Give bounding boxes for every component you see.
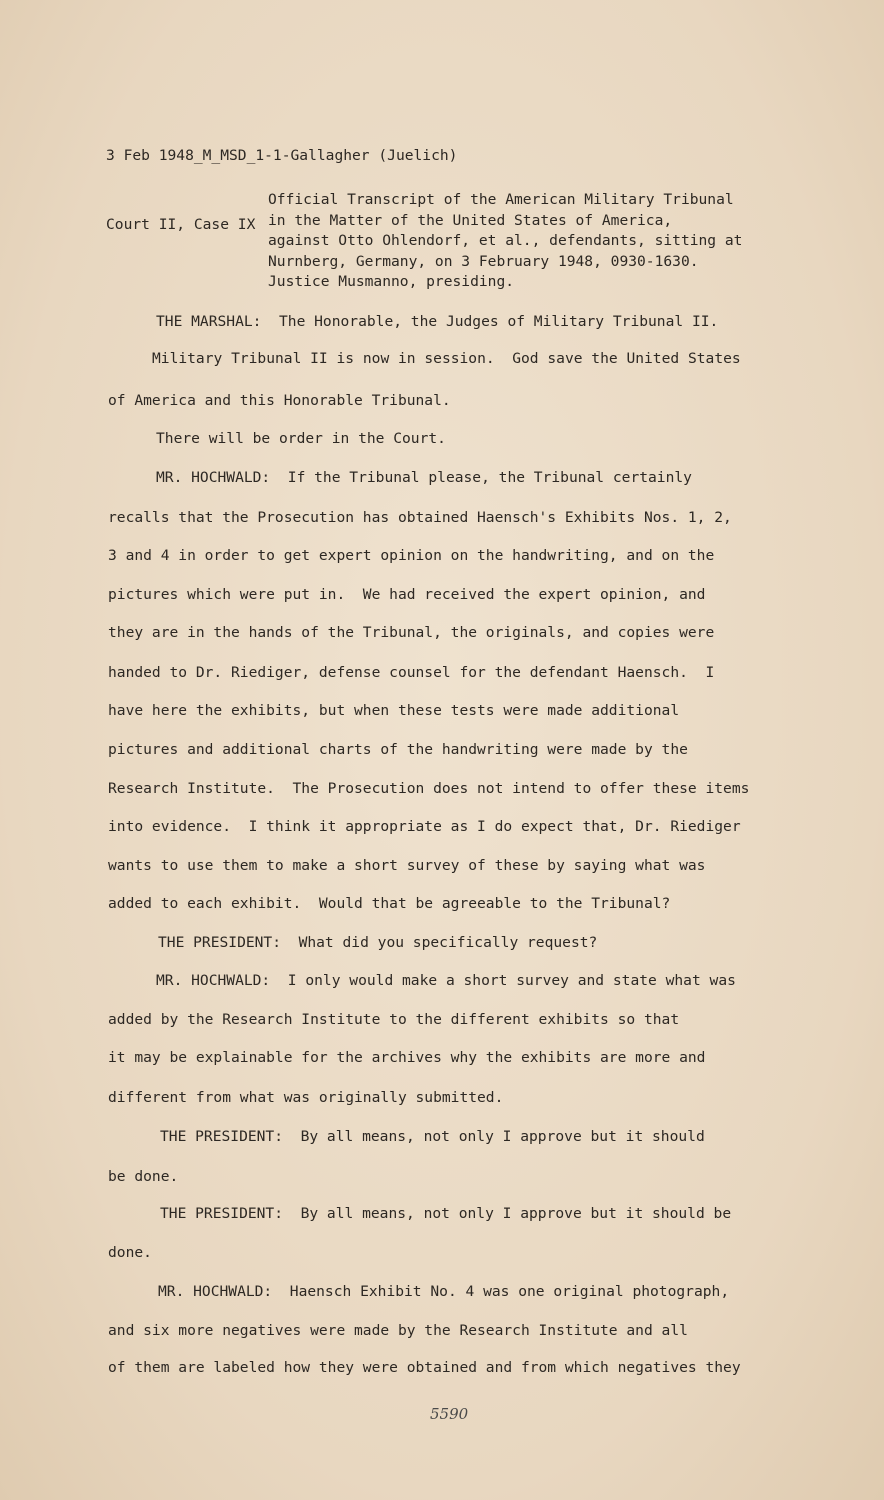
body-line: added by the Research Institute to the different exhibits so that: [108, 1011, 680, 1028]
body-line: pictures and additional charts of the handwriting were made by the: [108, 741, 688, 758]
body-line: Military Tribunal II is now in session. God save the United States: [152, 350, 741, 367]
page-number: 5590: [430, 1405, 469, 1423]
body-line-hochwald: MR. HOCHWALD: If the Tribunal please, the Tribunal certainly: [156, 469, 692, 486]
body-line-marshal: THE MARSHAL: The Honorable, the Judges of Military Tribunal II.: [156, 313, 719, 330]
body-line: There will be order in the Court.: [156, 430, 446, 447]
caption-line: in the Matter of the United States of America,: [268, 211, 673, 229]
body-line: into evidence. I think it appropriate as I do expect that, Dr. Riediger: [108, 818, 741, 835]
body-line: different from what was originally submitted.: [108, 1089, 504, 1106]
body-line: it may be explainable for the archives why the exhibits are more and: [108, 1049, 706, 1066]
body-line: handed to Dr. Riediger, defense counsel for the defendant Haensch. I: [108, 664, 715, 681]
header-court: Court II, Case IX: [106, 216, 256, 233]
body-line-president: THE PRESIDENT: What did you specifically request?: [158, 934, 598, 951]
body-line: recalls that the Prosecution has obtained Haensch's Exhibits Nos. 1, 2,: [108, 509, 732, 526]
body-line: they are in the hands of the Tribunal, the originals, and copies were: [108, 624, 715, 641]
body-line: have here the exhibits, but when these tests were made additional: [108, 702, 680, 719]
body-line: of them are labeled how they were obtained and from which negatives they: [108, 1359, 741, 1376]
body-line: and six more negatives were made by the Research Institute and all: [108, 1322, 688, 1339]
body-line-president: THE PRESIDENT: By all means, not only I approve but it should be: [160, 1205, 732, 1222]
body-line: added to each exhibit. Would that be agreeable to the Tribunal?: [108, 895, 671, 912]
body-line-president: THE PRESIDENT: By all means, not only I approve but it should: [160, 1128, 705, 1145]
caption-line: Official Transcript of the American Military Tribunal: [268, 191, 734, 208]
body-line: 3 and 4 in order to get expert opinion on the handwriting, and on the: [108, 547, 715, 564]
body-line: Research Institute. The Prosecution does not intend to offer these items: [108, 780, 750, 797]
body-line: of America and this Honorable Tribunal.: [108, 392, 451, 409]
body-line: be done.: [108, 1168, 179, 1185]
transcript-caption: [268, 190, 742, 293]
body-line-hochwald: MR. HOCHWALD: Haensch Exhibit No. 4 was one original photograph,: [158, 1283, 730, 1300]
caption-line: Nurnberg, Germany, on 3 February 1948, 0930-1630.: [268, 252, 699, 270]
header-case-reference: 3 Feb 1948_M_MSD_1-1-Gallagher (Juelich): [106, 147, 458, 164]
body-line-hochwald: MR. HOCHWALD: I only would make a short survey and state what was: [156, 972, 736, 989]
body-line: done.: [108, 1244, 152, 1261]
caption-line: Justice Musmanno, presiding.: [268, 273, 515, 290]
body-line: pictures which were put in. We had received the expert opinion, and: [108, 586, 706, 603]
body-line: wants to use them to make a short survey of these by saying what was: [108, 857, 706, 874]
caption-line: against Otto Ohlendorf, et al., defendants, sitting at: [268, 232, 743, 249]
